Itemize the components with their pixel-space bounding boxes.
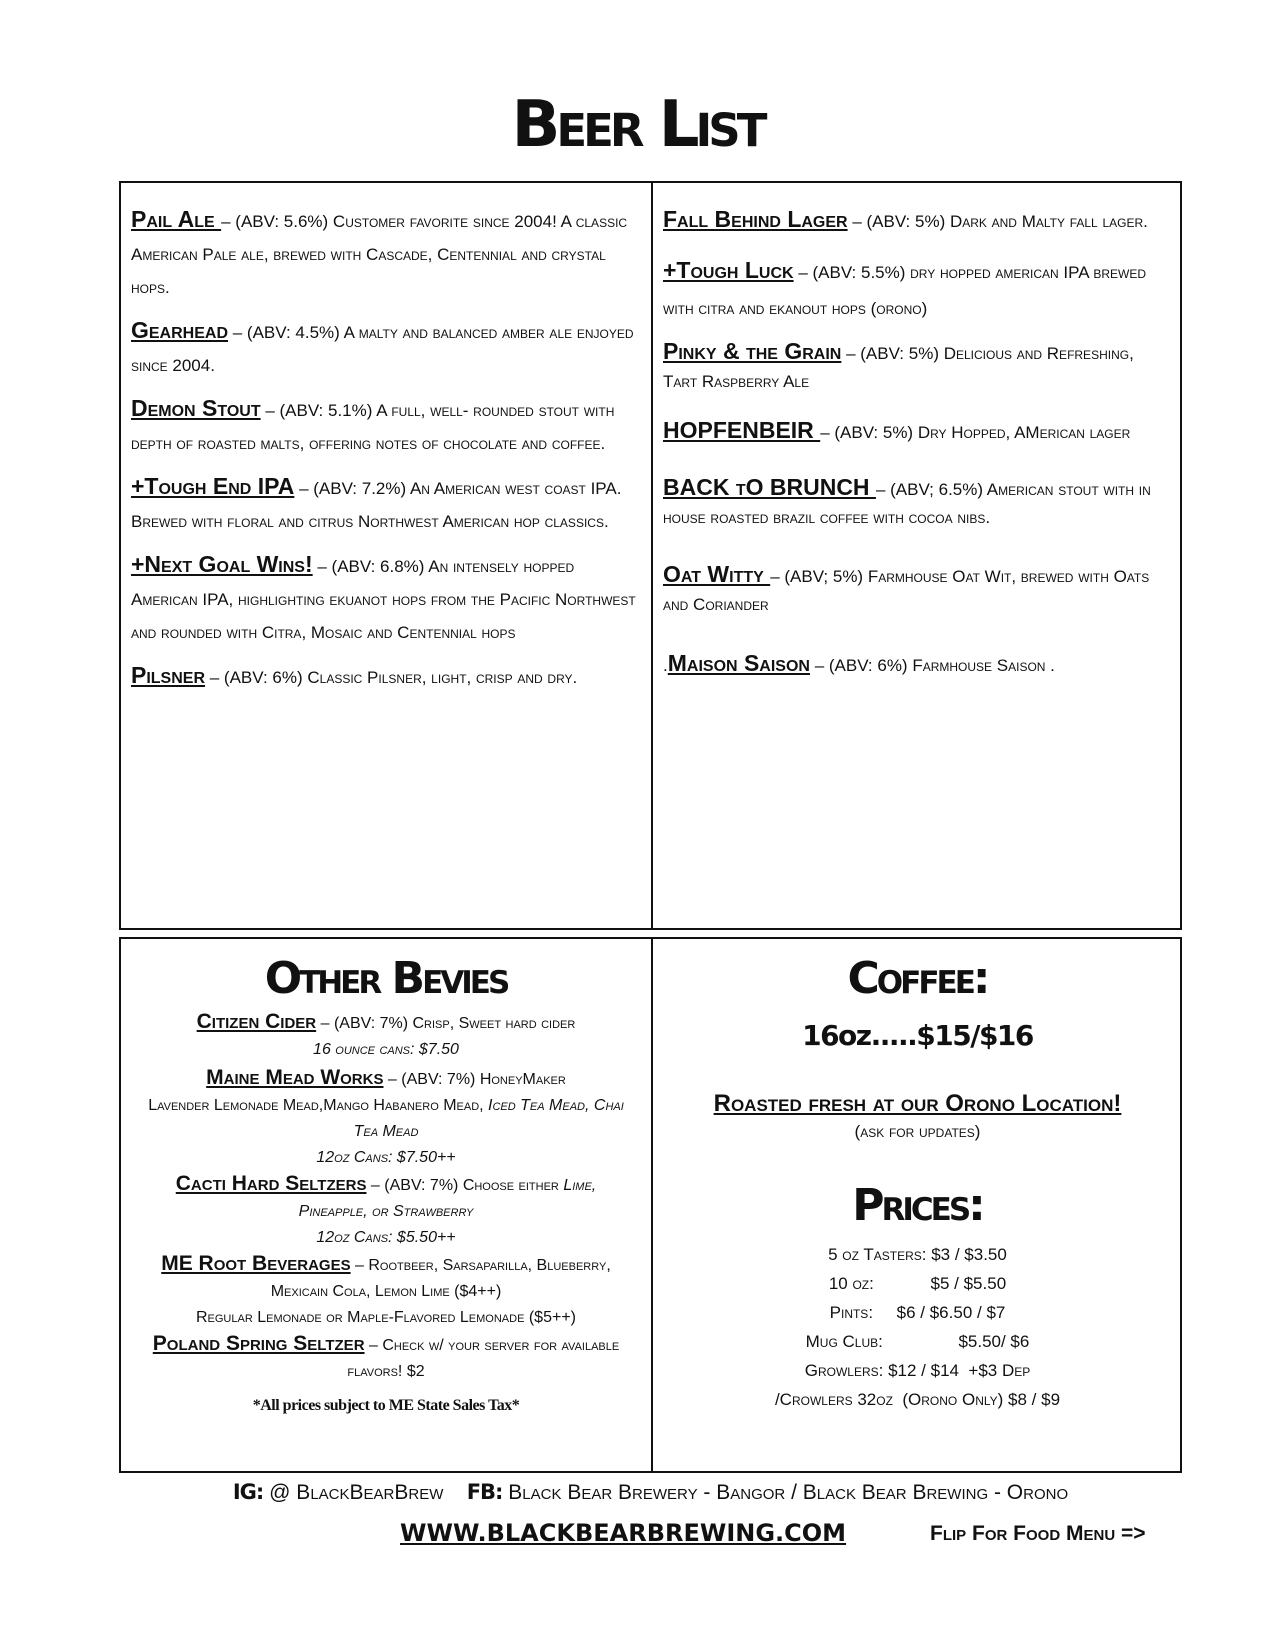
bevy-flavors-italic: Iced Tea Mead, Chai Tea Mead xyxy=(353,1097,624,1140)
beer-description: – (ABV; 6.5%) American stout with in house roasted brazil coffee with cocoa nibs. xyxy=(663,480,1151,527)
beer-name: Maison Saison xyxy=(667,650,810,676)
bevy-item xyxy=(121,1331,651,1385)
column-divider xyxy=(651,183,653,928)
bevy-description: – (ABV: 7%) Crisp, Sweet hard cider xyxy=(316,1015,576,1032)
bevy-item xyxy=(121,1251,651,1305)
beer-prefix: . xyxy=(663,656,668,675)
bevy-item xyxy=(121,1065,651,1093)
bevy-name: Maine Mead Works xyxy=(206,1066,384,1089)
beer-item xyxy=(663,252,1171,327)
bevy-item xyxy=(121,1171,651,1225)
beer-item xyxy=(131,314,636,382)
bevy-name: Poland Spring Seltzer xyxy=(152,1332,365,1355)
bevy-description: – (ABV: 7%) Choose either xyxy=(366,1177,564,1194)
beer-name: Pilsner xyxy=(131,662,206,688)
beer-item xyxy=(663,203,1171,238)
bevy-price: 16 ounce cans: $7.50 xyxy=(313,1041,459,1058)
prices-heading: Prices: xyxy=(852,1180,983,1231)
beer-description: – (ABV: 5.6%) Customer favorite since 2004! A classic American Pale ale, brewed with Cascade, Centennial and crystal hops. xyxy=(131,212,628,297)
beer-description: – (ABV: 7.2%) An American west coast IPA. Brewed with floral and citrus Northwest American hop classics. xyxy=(131,479,622,531)
price-line: 10 oz: $5 / $5.50 xyxy=(828,1274,1007,1293)
flip-note: Flip For Food Menu => xyxy=(930,1522,1146,1545)
page-title: Beer List xyxy=(511,88,764,162)
beer-name: HOPFENBEIR xyxy=(663,417,821,443)
price-line: /Crowlers 32oz (Orono Only) $8 / $9 xyxy=(774,1390,1061,1409)
bevy-description-extra: Regular Lemonade or Maple-Flavored Lemonade ($5++) xyxy=(195,1309,576,1326)
beer-description: – (ABV; 5%) Farmhouse Oat Wit, brewed with Oats and Coriander xyxy=(663,567,1150,614)
price-line: Pints: $6 / $6.50 / $7 xyxy=(829,1303,1006,1322)
ig-handle[interactable]: @ BlackBearBrew xyxy=(269,1481,444,1504)
bevy-name: ME Root Beverages xyxy=(161,1252,351,1275)
roasted-note: Roasted fresh at our Orono Location! xyxy=(713,1090,1122,1117)
beer-name: Fall Behind Lager xyxy=(663,206,848,232)
beer-description: – (ABV: 5%) Dry Hopped, AMerican lager xyxy=(820,423,1131,442)
beer-description: – (ABV: 5.5%) dry hopped american IPA brewed with citra and ekanout hops (orono) xyxy=(663,263,1147,318)
bevy-name: Citizen Cider xyxy=(196,1010,317,1033)
bevy-description: – Check w/ your server for available flavors! $2 xyxy=(347,1337,620,1380)
fb-text: Black Bear Brewery - Bangor / Black Bear Brewing - Orono xyxy=(508,1481,1069,1504)
ask-note: (ask for updates) xyxy=(854,1122,981,1141)
beer-list-panel xyxy=(119,181,1182,930)
bevy-flavors-text: Lavender Lemonade Mead,Mango Habanero Mead, xyxy=(148,1097,489,1114)
beer-description: – (ABV: 5%) Dark and Malty fall lager. xyxy=(847,212,1148,231)
beer-item xyxy=(663,473,1171,532)
bevy-item xyxy=(121,1009,651,1037)
beer-list-left-column xyxy=(131,203,636,704)
price-list xyxy=(653,1240,1182,1414)
beer-list-right-column xyxy=(663,203,1171,692)
beer-item xyxy=(663,414,1171,449)
beer-name: +Next Goal Wins! xyxy=(131,551,313,577)
fb-label: FB: xyxy=(466,1480,503,1504)
beer-name: +Tough End IPA xyxy=(131,473,295,499)
coffee-price: 16oz.....$15/$16 xyxy=(802,1019,1033,1052)
beer-name: BACK tO BRUNCH xyxy=(663,474,876,500)
beer-description: – (ABV: 4.5%) A malty and balanced amber ale enjoyed since 2004. xyxy=(131,323,634,375)
bevy-flavors-italic: Lime, Pineapple, or Strawberry xyxy=(298,1177,597,1220)
bevy-price: 12oz Cans: $5.50++ xyxy=(316,1229,456,1246)
coffee-heading: Coffee: xyxy=(847,953,988,1004)
beer-item xyxy=(663,647,1171,682)
beer-item xyxy=(131,203,636,304)
beer-description: – (ABV: 6%) Classic Pilsner, light, crisp and dry. xyxy=(205,668,578,687)
ig-label: IG: xyxy=(232,1480,264,1504)
coffee-section xyxy=(653,949,1182,1414)
social-footer xyxy=(119,1480,1182,1505)
other-bevies-section xyxy=(121,949,651,1419)
beer-description: – (ABV: 6.8%) An intensely hopped American IPA, highlighting ekuanot hops from the Pacific Northwest and rounded with Citra, Mosaic and Centennial hops xyxy=(131,557,636,642)
bevy-name: Cacti Hard Seltzers xyxy=(175,1172,367,1195)
bevy-description: – Rootbeer, Sarsaparilla, Blueberry, Mexicain Cola, Lemon Lime ($4++) xyxy=(270,1257,611,1300)
beer-description: – (ABV: 5.1%) A full, well- rounded stout with depth of roasted malts, offering notes of chocolate and coffee. xyxy=(131,401,615,453)
beer-name: Pail Ale xyxy=(131,206,222,232)
beer-name: Demon Stout xyxy=(131,395,261,421)
beer-item xyxy=(131,470,636,538)
beer-item xyxy=(663,560,1171,619)
price-line: Growlers: $12 / $14 +$3 Dep xyxy=(804,1361,1031,1380)
lower-panel xyxy=(119,937,1182,1473)
beer-description: – (ABV: 5%) Delicious and Refreshing, Tart Raspberry Ale xyxy=(663,344,1134,391)
price-line: Mug Club: $5.50/ $6 xyxy=(805,1332,1030,1351)
beer-description: – (ABV: 6%) Farmhouse Saison . xyxy=(809,656,1055,675)
price-line: 5 oz Tasters: $3 / $3.50 xyxy=(828,1245,1007,1264)
tax-note: *All prices subject to ME State Sales Tax* xyxy=(252,1397,520,1414)
website-link[interactable]: WWW.BLACKBEARBREWING.COM xyxy=(400,1519,847,1547)
beer-item xyxy=(131,659,636,694)
bevy-description: – (ABV: 7%) HoneyMaker xyxy=(383,1071,566,1088)
bevy-price: 12oz Cans: $7.50++ xyxy=(316,1149,456,1166)
beer-item xyxy=(131,392,636,460)
beer-name: Gearhead xyxy=(131,317,229,343)
beer-item xyxy=(663,337,1171,396)
beer-name: Oat Witty xyxy=(663,561,771,587)
beer-name: +Tough Luck xyxy=(663,257,794,283)
bevy-flavors xyxy=(121,1093,651,1145)
beer-name: Pinky & the Grain xyxy=(663,338,842,364)
beer-item xyxy=(131,548,636,649)
other-bevies-heading: Other Bevies xyxy=(264,953,508,1004)
